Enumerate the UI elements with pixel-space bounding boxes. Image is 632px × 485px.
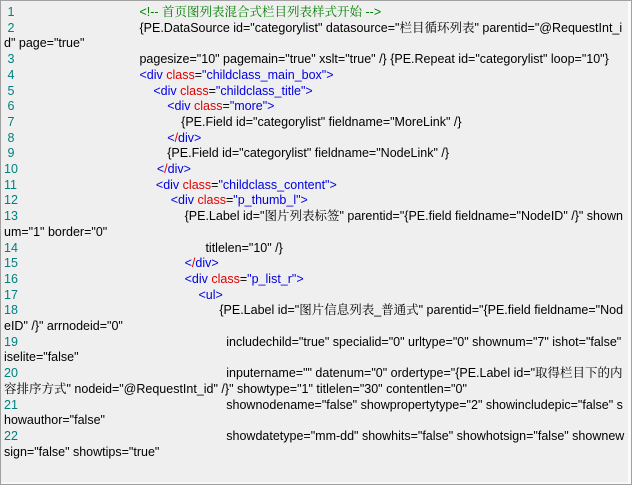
code-line: [4, 52, 627, 68]
code-line: [4, 178, 627, 194]
line-number: 7: [4, 114, 15, 129]
line-number: 17: [4, 287, 18, 302]
code-line: [4, 193, 627, 209]
code-line: [4, 131, 627, 147]
code-line: [4, 398, 627, 429]
code-line: [4, 162, 627, 178]
code-segment-plain: =: [194, 67, 203, 82]
code-segment-tag: "childclass_title">: [215, 83, 313, 98]
code-segment-plain: =: [208, 83, 216, 98]
code-segment-plain: =: [222, 99, 230, 114]
code-segment-tag: "p_list_r">: [247, 271, 304, 286]
code-line: [4, 241, 627, 257]
line-number: 22: [4, 428, 18, 443]
code-segment-plain: pagesize="10" pagemain="true" xslt="true" /} {PE.Repeat id="categorylist" loop="10"}: [139, 52, 609, 67]
line-number: 20: [4, 366, 18, 381]
code-line: [4, 303, 627, 334]
code-segment-tag: <div: [184, 271, 212, 286]
code-line: [4, 146, 627, 162]
code-segment-attr: class: [166, 67, 195, 82]
code-line: [4, 115, 627, 131]
code-segment-attr: /: [191, 256, 196, 271]
code-segment-tag: "p_thumb_l">: [233, 193, 308, 208]
line-number: 16: [4, 271, 18, 286]
line-number: 18: [4, 303, 18, 318]
line-number: 2: [4, 20, 15, 35]
line-number: 6: [4, 99, 15, 114]
code-segment-plain: {PE.Field id="categorylist" fieldname="NodeLink" /}: [167, 146, 450, 161]
code-segment-plain: =: [211, 177, 219, 192]
line-number: 11: [4, 177, 17, 192]
line-number: 1: [4, 5, 15, 19]
code-segment-tag: "childclass_content">: [218, 177, 337, 192]
code-line: [4, 209, 627, 240]
code-segment-plain: {PE.Label id="图片列表标签" parentid="{PE.field fieldname="NodeID" /}" shownum="1" border="0": [4, 209, 623, 239]
code-segment-plain: =: [239, 271, 248, 286]
code-line: [4, 68, 627, 84]
line-number: 21: [4, 397, 18, 412]
code-line: [4, 272, 627, 288]
code-segment-plain: inputername="" datenum="0" ordertype="{PE.Label id="取得栏目下的内容排序方式" nodeid="@RequestInt_id" /}" showtype="1" titlelen="30" contentlen="0": [4, 366, 623, 396]
code-segment-attr: class: [182, 177, 212, 192]
code-segment-tag: <: [167, 130, 175, 145]
code-segment-tag: "childclass_main_box">: [202, 67, 334, 82]
code-segment-plain: {PE.DataSource id="categorylist" datasource="栏目循环列表" parentid="@RequestInt_id" page="true": [4, 20, 623, 51]
code-segment-comment: <!-- 首页图列表混合式栏目列表样式开始 -->: [139, 5, 382, 19]
code-line: [4, 99, 627, 115]
code-segment-attr: /: [174, 130, 179, 145]
code-segment-plain: shownodename="false" showpropertytype="2" showincludepic="false" showauthor="false": [4, 397, 623, 428]
code-line: [4, 429, 627, 460]
line-number: 8: [4, 130, 15, 145]
line-number: 4: [4, 67, 15, 82]
code-segment-attr: class: [197, 193, 226, 208]
code-line: [4, 21, 627, 52]
code-area[interactable]: [4, 5, 627, 484]
line-number: 5: [4, 83, 15, 98]
code-line: [4, 5, 627, 21]
code-segment-tag: <div: [167, 99, 195, 114]
code-segment-tag: "more">: [229, 99, 275, 114]
code-segment-tag: <: [156, 162, 165, 177]
line-number: 10: [4, 162, 18, 177]
code-segment-tag: div>: [167, 162, 191, 177]
code-line: [4, 256, 627, 272]
code-segment-tag: <div: [170, 193, 198, 208]
line-number: 3: [4, 52, 15, 67]
code-segment-tag: div>: [178, 130, 202, 145]
code-line: [4, 84, 627, 100]
code-segment-tag: <: [184, 256, 192, 271]
line-number: 14: [4, 240, 18, 255]
code-segment-plain: titlelen="10" /}: [205, 240, 283, 255]
code-segment-plain: includechild="true" specialid="0" urltype="0" shownum="7" ishot="false" iselite="false": [4, 334, 625, 365]
code-segment-tag: <ul>: [198, 287, 223, 302]
code-line: [4, 335, 627, 366]
code-segment-attr: class: [211, 271, 240, 286]
code-line: [4, 288, 627, 304]
code-segment-plain: =: [225, 193, 234, 208]
code-line: [4, 366, 627, 397]
code-segment-attr: class: [180, 83, 209, 98]
code-segment-tag: <div: [153, 83, 181, 98]
line-number: 15: [4, 256, 18, 271]
line-number: 19: [4, 334, 18, 349]
code-segment-tag: div>: [195, 256, 219, 271]
code-segment-attr: /: [164, 162, 168, 177]
code-segment-attr: class: [194, 99, 223, 114]
line-number: 9: [4, 146, 15, 161]
code-segment-tag: <div: [155, 177, 183, 192]
code-segment-plain: {PE.Field id="categorylist" fieldname="MoreLink" /}: [181, 114, 462, 129]
code-segment-tag: <div: [139, 67, 167, 82]
code-segment-plain: showdatetype="mm-dd" showhits="false" showhotsign="false" shownewsign="false" showtips="true": [4, 428, 625, 459]
code-segment-plain: {PE.Label id="图片信息列表_普通式" parentid="{PE.field fieldname="NodeID" /}" arrnodeid="0": [4, 303, 624, 334]
line-number: 12: [4, 193, 18, 208]
line-number: 13: [4, 209, 18, 224]
